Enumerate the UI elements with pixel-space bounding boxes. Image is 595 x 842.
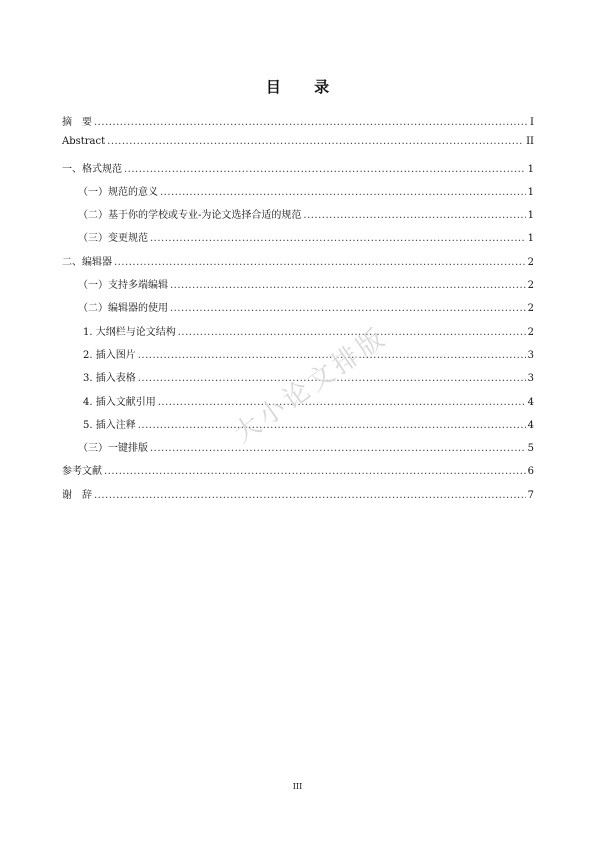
- toc-entry-label: 4. 插入文献引用: [83, 396, 156, 408]
- toc-entry-label: Abstract: [62, 136, 106, 148]
- table-of-contents: [62, 113, 534, 509]
- toc-entry-page: 3: [527, 349, 534, 361]
- page-number-footer: III: [292, 782, 303, 791]
- dot-leader: [178, 327, 526, 338]
- toc-entry-page: 1: [527, 163, 534, 175]
- toc-entry-page: 5: [527, 443, 534, 455]
- toc-entry-page: 7: [527, 489, 534, 501]
- dot-leader: [150, 443, 526, 454]
- toc-entry-label: 1. 大纲栏与论文结构: [83, 326, 176, 338]
- toc-entry-page: 3: [527, 373, 534, 385]
- dot-leader: [94, 117, 528, 128]
- toc-entry-page: 4: [527, 419, 534, 431]
- toc-entry[interactable]: [62, 299, 534, 322]
- dot-leader: [150, 233, 526, 244]
- toc-entry-label: 一、格式规范: [62, 163, 122, 175]
- toc-entry[interactable]: [62, 346, 534, 369]
- watermark-text: 大小论文排版: [228, 321, 394, 450]
- toc-entry[interactable]: [62, 160, 534, 183]
- toc-entry[interactable]: [62, 393, 534, 416]
- dot-leader: [303, 210, 525, 221]
- toc-entry-label: （二）编辑器的使用: [78, 303, 168, 315]
- dot-leader: [170, 303, 526, 314]
- dot-leader: [94, 490, 526, 501]
- toc-entry[interactable]: [62, 113, 534, 136]
- toc-entry-page: 2: [527, 326, 534, 338]
- toc-entry[interactable]: [62, 183, 534, 206]
- dot-leader: [124, 164, 526, 175]
- toc-entry-label: 3. 插入表格: [83, 373, 136, 385]
- toc-entry-label: （三）变更规范: [78, 233, 148, 245]
- toc-entry[interactable]: [62, 276, 534, 299]
- dot-leader: [158, 397, 526, 408]
- toc-entry-page: II: [526, 136, 534, 148]
- dot-leader: [138, 373, 526, 384]
- toc-entry-page: 4: [527, 396, 534, 408]
- toc-entry[interactable]: [62, 416, 534, 439]
- toc-entry-page: 1: [527, 233, 534, 245]
- dot-leader: [107, 136, 524, 147]
- toc-entry-label: 5. 插入注释: [83, 419, 136, 431]
- toc-entry-page: 2: [527, 280, 534, 292]
- toc-entry-page: 2: [527, 256, 534, 268]
- toc-entry-page: I: [530, 117, 534, 128]
- toc-entry-label: 2. 插入图片: [83, 349, 136, 361]
- toc-entry[interactable]: [62, 136, 534, 159]
- toc-entry-page: 1: [527, 210, 534, 222]
- toc-entry[interactable]: [62, 439, 534, 462]
- toc-entry-label: （一）支持多端编辑: [78, 280, 168, 292]
- toc-entry-label: （三）一键排版: [78, 443, 148, 455]
- toc-entry-label: （一）规范的意义: [78, 186, 158, 198]
- toc-entry-label: 参考文献: [62, 466, 102, 478]
- toc-entry-label: （二）基于你的学校或专业-为论文选择合适的规范: [78, 210, 302, 222]
- toc-entry-page: 2: [527, 303, 534, 315]
- toc-entry[interactable]: [62, 253, 534, 276]
- toc-entry-label: 谢 辞: [62, 489, 92, 501]
- toc-entry-page: 1: [527, 186, 534, 198]
- toc-entry[interactable]: [62, 323, 534, 346]
- toc-title: 目 录: [265, 78, 344, 96]
- toc-entry-label: 摘 要: [62, 117, 92, 128]
- dot-leader: [170, 280, 526, 291]
- toc-entry[interactable]: [62, 486, 534, 509]
- dot-leader: [114, 257, 526, 268]
- dot-leader: [138, 350, 526, 361]
- dot-leader: [138, 420, 526, 431]
- toc-entry-page: 6: [527, 466, 534, 478]
- toc-entry[interactable]: [62, 462, 534, 485]
- toc-entry-label: 二、编辑器: [62, 256, 112, 268]
- toc-entry[interactable]: [62, 369, 534, 392]
- dot-leader: [104, 466, 526, 477]
- toc-entry[interactable]: [62, 229, 534, 252]
- toc-entry[interactable]: [62, 206, 534, 229]
- dot-leader: [160, 187, 526, 198]
